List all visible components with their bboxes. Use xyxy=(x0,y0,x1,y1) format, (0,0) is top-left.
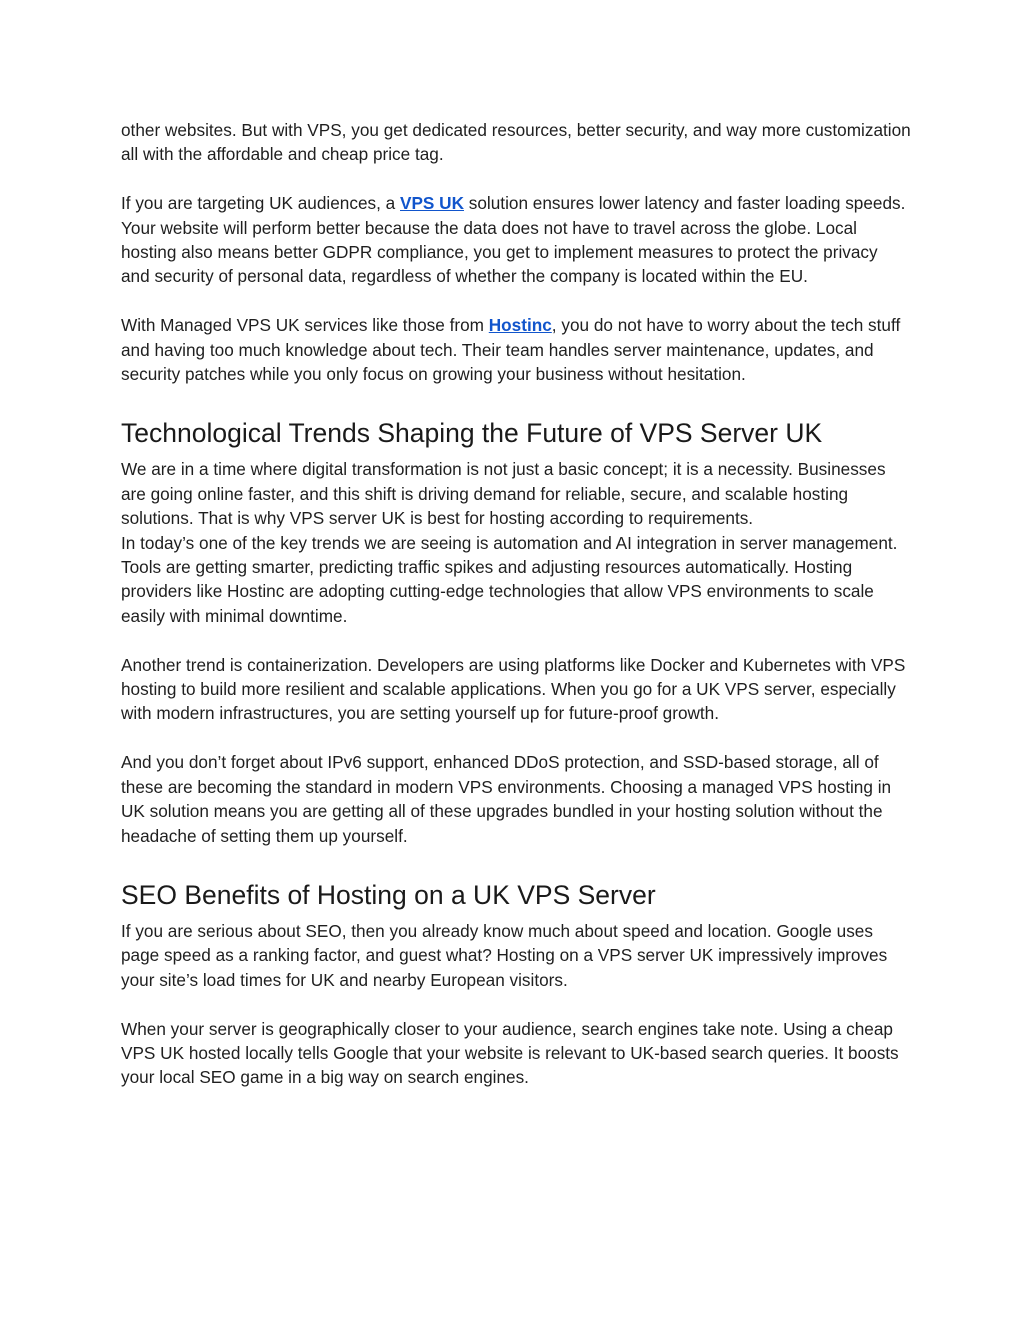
paragraph-trends-3: Another trend is containerization. Developers are using platforms like Docker and Kubernetes with VPS hosting to build more resilient and scalable applications. When you go for a UK VPS server, especially with modern infrastructures, you are setting yourself up for future-proof growth. xyxy=(121,654,906,724)
heading-trends: Technological Trends Shaping the Future of VPS Server UK xyxy=(121,418,823,449)
document-page xyxy=(121,118,911,1090)
paragraph-intro: other websites. But with VPS, you get dedicated resources, better security, and way more customization all with the affordable and cheap price tag. xyxy=(121,120,911,165)
paragraph-gap xyxy=(121,628,911,652)
paragraph-gap xyxy=(121,167,911,191)
heading-seo: SEO Benefits of Hosting on a UK VPS Server xyxy=(121,879,656,910)
paragraph-text: With Managed VPS UK services like those from xyxy=(121,315,489,336)
paragraph-seo-1: If you are serious about SEO, then you already know much about speed and location. Google uses page speed as a ranking factor, and guest what? Hosting on a VPS server UK impressively improves your site’s load times for UK and nearby European visitors. xyxy=(121,920,888,990)
paragraph-text: If you are targeting UK audiences, a xyxy=(121,193,400,214)
paragraph-seo-2: When your server is geographically closer to your audience, search engines take note. Using a cheap VPS UK hosted locally tells Google that your website is relevant to UK-based search queries. It boosts your local SEO game in a big way on search engines. xyxy=(121,1018,899,1088)
paragraph-managed xyxy=(121,313,911,386)
paragraph-vps-uk xyxy=(121,191,911,289)
paragraph-trends-2: In today’s one of the key trends we are seeing is automation and AI integration in server management. Tools are getting smarter, predicting traffic spikes and adjusting resources automatically. Hosting providers like Hostinc are adopting cutting-edge technologies that allow VPS environments to scale easily with minimal downtime. xyxy=(121,532,898,626)
paragraph-gap xyxy=(121,289,911,313)
vps-uk-link[interactable]: VPS UK xyxy=(400,193,464,214)
paragraph-trends-1: We are in a time where digital transformation is not just a basic concept; it is a necessity. Businesses are going online faster, and this shift is driving demand for reliable, secure, and scalable hosting solutions. That is why VPS server UK is best for hosting according to requirements. xyxy=(121,459,886,529)
paragraph-gap xyxy=(121,992,911,1016)
hostinc-link[interactable]: Hostinc xyxy=(488,315,552,336)
paragraph-gap xyxy=(121,726,911,750)
paragraph-trends-4: And you don’t forget about IPv6 support, enhanced DDoS protection, and SSD-based storage, all of these are becoming the standard in modern VPS environments. Choosing a managed VPS hosting in UK solution means you are getting all of these upgrades bundled in your hosting solution without the headache of setting them up yourself. xyxy=(121,752,892,846)
paragraph-text: solution ensures lower latency and faster loading speeds. Your website will perform better because the data does not have to travel across the globe. Local hosting also means better GDPR compliance, you get to implement measures to protect the privacy and security of personal data, regardless of whether the company is located within the EU. xyxy=(121,193,906,287)
paragraph-text: , you do not have to worry about the tech stuff and having too much knowledge about tech. Their team handles server maintenance, updates, and security patches while you only focus on growing your business without hesitation. xyxy=(121,315,901,385)
